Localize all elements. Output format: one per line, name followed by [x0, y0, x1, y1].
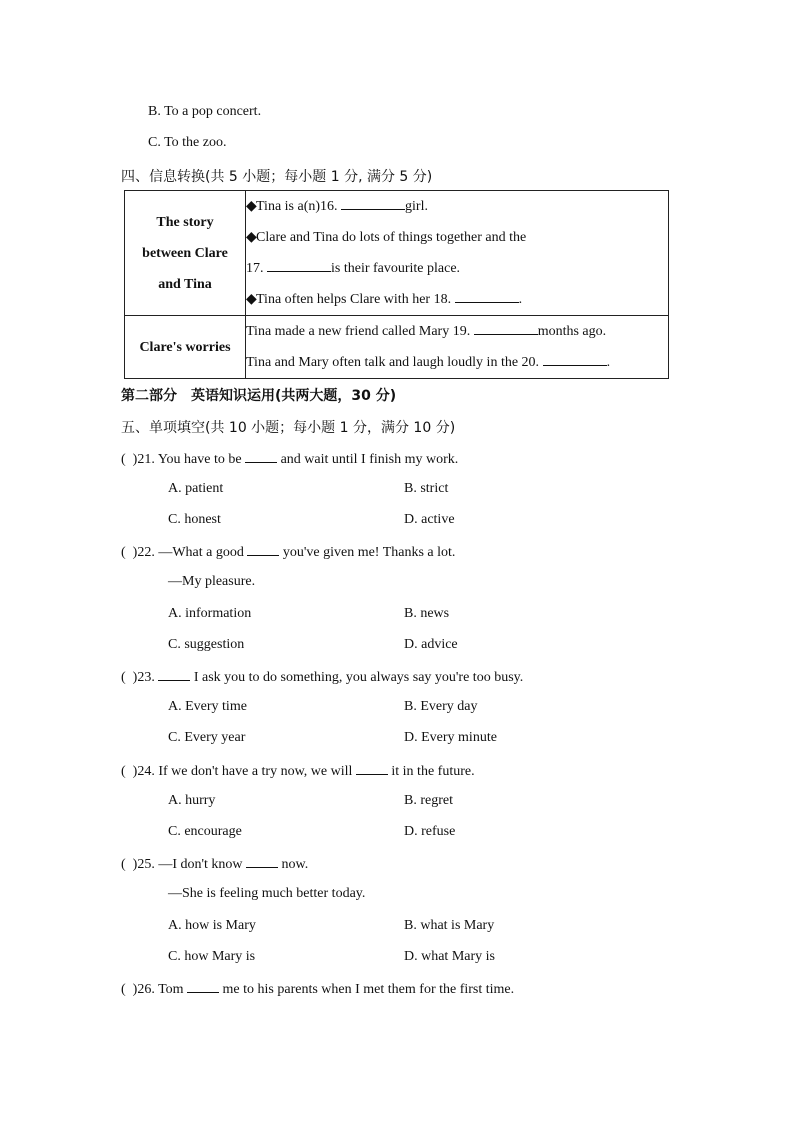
question-25: ( )25. —I don't know now.: [121, 857, 309, 872]
answer-blank[interactable]: [158, 668, 190, 681]
diamond-icon: ◆: [246, 230, 257, 245]
option[interactable]: A. information: [168, 606, 252, 621]
info-transfer-table: [124, 190, 669, 379]
blank-20[interactable]: [543, 353, 607, 366]
option[interactable]: A. Every time: [168, 699, 247, 714]
question-21: ( )21. You have to be and wait until I finish my work.: [121, 452, 459, 467]
question-25-sub: —She is feeling much better today.: [168, 886, 366, 901]
blank-19[interactable]: [474, 322, 538, 335]
answer-blank[interactable]: [356, 762, 388, 775]
question-22-sub: —My pleasure.: [168, 574, 256, 589]
section5-title: 五、单项填空(共 10 小题；每小题 1 分，满分 10 分): [121, 420, 456, 436]
option[interactable]: A. patient: [168, 481, 224, 496]
row2-header: Clare's worries: [125, 316, 246, 379]
option[interactable]: D. what Mary is: [404, 949, 495, 964]
part2-title: 第二部分 英语知识运用(共两大题，30 分): [121, 388, 397, 404]
option[interactable]: B. news: [404, 606, 450, 621]
option[interactable]: C. how Mary is: [168, 949, 256, 964]
question-22: ( )22. —What a good you've given me! Thanks a lot.: [121, 545, 456, 560]
table-row: [125, 316, 669, 379]
option[interactable]: D. refuse: [404, 824, 456, 839]
option[interactable]: B. regret: [404, 793, 453, 808]
row1-content: ◆Tina is a(n)16. girl. ◆Clare and Tina do lots of things together and the 17. is their favourite place. ◆Tina often helps Clare with her 18. .: [246, 191, 669, 316]
answer-blank[interactable]: [247, 543, 279, 556]
option[interactable]: C. encourage: [168, 824, 242, 839]
blank-18[interactable]: [455, 290, 519, 303]
section4-title: 四、信息转换(共 5 小题；每小题 1 分, 满分 5 分): [121, 169, 433, 185]
question-23: ( )23. I ask you to do something, you always say you're too busy.: [121, 670, 524, 685]
option[interactable]: C. suggestion: [168, 637, 245, 652]
prev-option-c: C. To the zoo.: [148, 135, 227, 150]
option[interactable]: C. Every year: [168, 730, 246, 745]
option[interactable]: B. Every day: [404, 699, 478, 714]
option[interactable]: D. active: [404, 512, 455, 527]
table-row: [125, 191, 669, 316]
option[interactable]: D. advice: [404, 637, 458, 652]
answer-blank[interactable]: [246, 855, 278, 868]
diamond-icon: ◆: [246, 292, 257, 307]
blank-17[interactable]: [267, 259, 331, 272]
question-24: ( )24. If we don't have a try now, we will it in the future.: [121, 764, 475, 779]
prev-option-b: B. To a pop concert.: [148, 104, 262, 119]
diamond-icon: ◆: [246, 199, 257, 214]
option[interactable]: A. how is Mary: [168, 918, 256, 933]
option[interactable]: B. strict: [404, 481, 449, 496]
question-26: ( )26. Tom me to his parents when I met them for the first time.: [121, 982, 515, 997]
answer-blank[interactable]: [245, 450, 277, 463]
option[interactable]: A. hurry: [168, 793, 216, 808]
option[interactable]: B. what is Mary: [404, 918, 495, 933]
row1-header: The story between Clare and Tina: [125, 191, 246, 316]
row2-content: Tina made a new friend called Mary 19. months ago. Tina and Mary often talk and laugh loudly in the 20. .: [246, 316, 669, 379]
blank-16[interactable]: [341, 197, 405, 210]
answer-blank[interactable]: [187, 980, 219, 993]
option[interactable]: C. honest: [168, 512, 221, 527]
option[interactable]: D. Every minute: [404, 730, 497, 745]
